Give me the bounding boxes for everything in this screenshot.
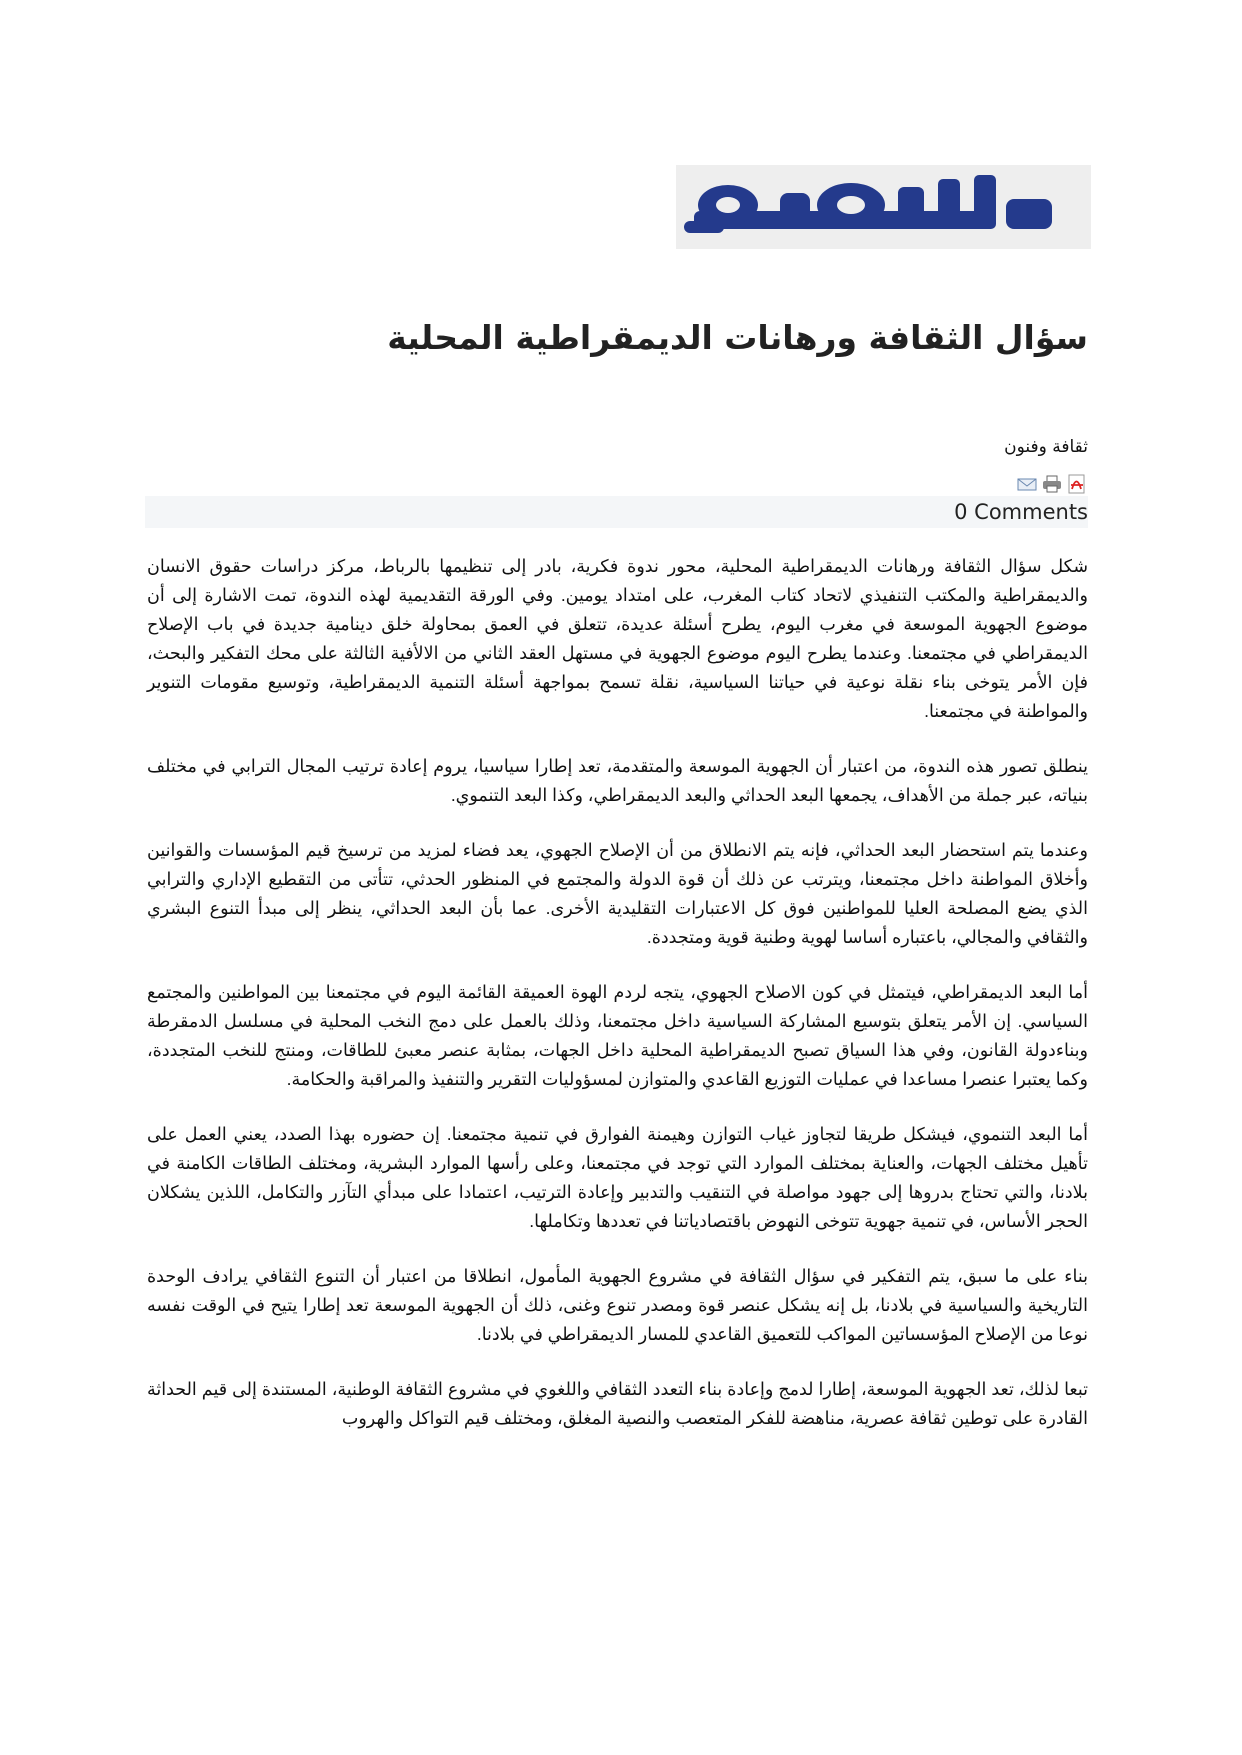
article-paragraph: أما البعد الديمقراطي، فيتمثل في كون الاصلاح الجهوي، يتجه لردم الهوة العميقة القائمة اليوم في مجتمعنا بين المواطنين والمجتمع السياسي. إن الأمر يتعلق بتوسيع المشاركة السياسية داخل مجتمعنا، وذلك بالعمل على دمج النخب المحلية في مسلسل الدمقرطة وبناءدولة القانون، وفي هذا السياق تصبح الديمقراطية المحلية داخل الجهات، بمثابة عنصر معبئ للطاقات، ومنتج للنخب المتجددة، وكما يعتبرا عنصرا مساعدا في عمليات التوزيع القاعدي والمتوازن لمسؤوليات التقرير والتنفيذ والمراقبة والحكامة. (147, 982, 1088, 1089)
article-paragraph: شكل سؤال الثقافة ورهانات الديمقراطية المحلية، محور ندوة فكرية، بادر إلى تنظيمها بالرباط، مركز دراسات حقوق الانسان والديمقراطية والمكتب التنفيذي لاتحاد كتاب المغرب، على امتداد يومين. وفي الورقة التقديمية لهذه الندوة، تمت الاشارة إلى أن موضوع الجهوية الموسعة في مغرب اليوم، يطرح أسئلة عديدة، تتعلق في العمق بمحاولة خلق دينامية جديدة في باب الإصلاح الديمقراطي في مجتمعنا. وعندما يطرح اليوم موضوع الجهوية في مستهل العقد الثاني من الالأفية الثالثة على محك التفكير والبحث، فإن الأمر يتوخى بناء نقلة نوعية في حياتنا السياسية، نقلة تسمح بمواجهة أسئلة التنمية الديمقراطية، وتوسيع مقومات التنوير والمواطنة في مجتمعنا. (147, 556, 1088, 721)
email-icon[interactable] (1016, 474, 1038, 494)
article-paragraph: تبعا لذلك، تعد الجهوية الموسعة، إطارا لدمج وإعادة بناء التعدد الثقافي واللغوي في مشروع الثقافة الوطنية، المستندة إلى قيم الحداثة القادرة على توطين ثقافة عصرية، مناهضة للفكر المتعصب والنصية المغلق، ومختلف قيم التواكل والهروب (147, 1379, 1088, 1428)
article-paragraph: أما البعد التنموي، فيشكل طريقا لتجاوز غياب التوازن وهيمنة الفوارق في تنمية مجتمعنا. إن حضوره بهذا الصدد، يعني العمل على تأهيل مختلف الجهات، والعناية بمختلف الموارد التي توجد في مجتمعنا، وعلى رأسها الموارد البشرية، ومختلف الطاقات الكامنة في بلادنا، والتي تحتاج بدروها إلى جهود مواصلة في التنقيب والتدبير وإعادة الترتيب، اعتمادا على مبدأي التآزر والتكامل، اللذين يشكلان الحجر الأساس، في تنمية جهوية تتوخى النهوض باقتصادياتنا في تعددها وتكاملها. (147, 1124, 1088, 1231)
article-paragraph: وعندما يتم استحضار البعد الحداثي، فإنه يتم الانطلاق من أن الإصلاح الجهوي، يعد فضاء لمزيد من ترسيخ قيم المؤسسات والقوانين وأخلاق المواطنة داخل مجتمعنا، ويترتب عن ذلك أن قوة الدولة والمجتمع في المنظور الحدثي، تتأتى من التقطيع الإداري والترابي الذي يضع المصلحة العليا للمواطنين فوق كل الاعتبارات التقليدية الأخرى. عما بأن البعد الحداثي، ينظر إلى مبدأ التنوع البشري والثقافي والمجالي، باعتباره أساسا لهوية وطنية قوية ومتجددة. (147, 840, 1088, 947)
print-icon[interactable] (1041, 474, 1063, 494)
article-paragraph: بناء على ما سبق، يتم التفكير في سؤال الثقافة في مشروع الجهوية المأمول، انطلاقا من اعتبار أن التنوع الثقافي يرادف الوحدة التاريخية والسياسية في بلادنا، بل إنه يشكل عنصر قوة ومصدر تنوع وغنى، ذلك أن الجهوية الموسعة تعد إطارا يتيح في الوقت نفسه نوعا من الإصلاح المؤسساتين المواكب للتعميق القاعدي للمسار الديمقراطي في بلادنا. (147, 1266, 1088, 1344)
pdf-icon[interactable] (1066, 474, 1088, 494)
article-toolbar (1016, 474, 1088, 494)
article-title: سؤال الثقافة ورهانات الديمقراطية المحلية (387, 318, 1088, 357)
logo-graphic (676, 165, 1091, 249)
comments-count[interactable]: 0 Comments (954, 500, 1088, 524)
article-paragraph: ينطلق تصور هذه الندوة، من اعتبار أن الجهوية الموسعة والمتقدمة، تعد إطارا سياسيا، يروم إعادة ترتيب المجال الترابي في مختلف بنياته، عبر جملة من الأهداف، يجمعها البعد الحداثي والبعد الديمقراطي، وكذا البعد التنموي. (147, 756, 1088, 805)
comments-bar (145, 496, 1088, 528)
article-category[interactable]: ثقافة وفنون (1004, 437, 1088, 457)
article-body (147, 552, 1088, 1459)
newspaper-logo (676, 165, 1091, 249)
